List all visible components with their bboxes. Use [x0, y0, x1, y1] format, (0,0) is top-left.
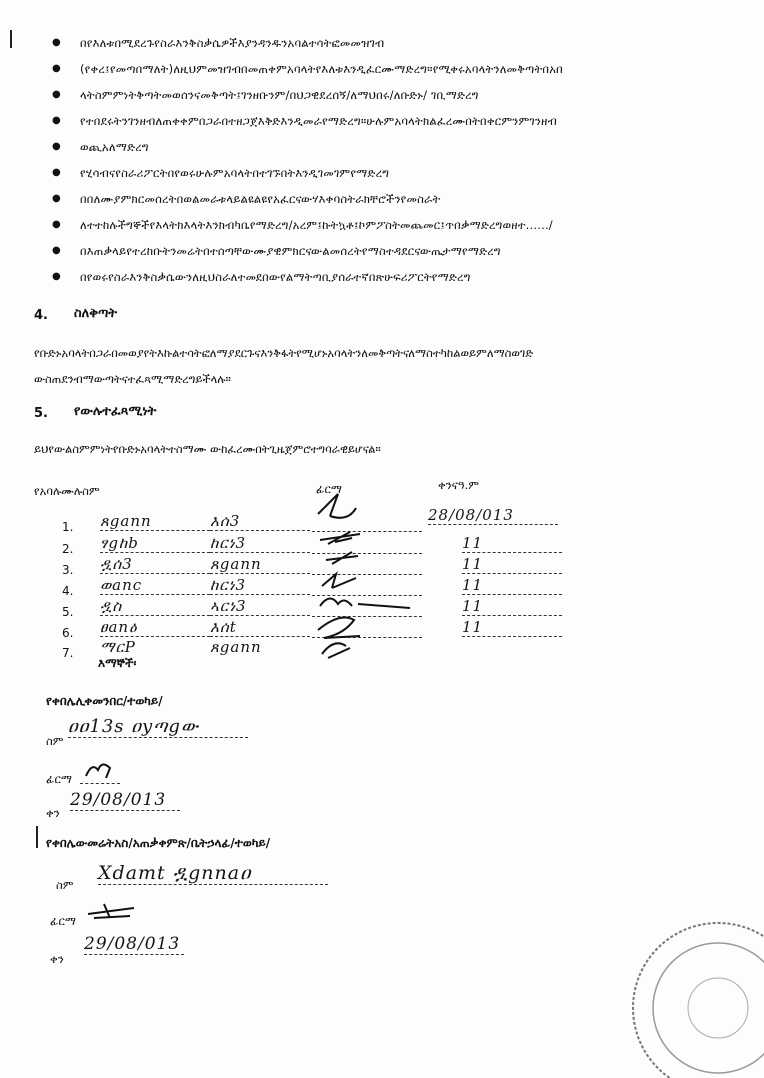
member-second-name: ከርነ3 [210, 576, 310, 595]
section4-text-line1: የቡድኑአባላትበጋራበመወያየትእኩልተሳትፎለማያደርጉናእንቅፋትየሚሆኑአባላትንለመቅጣትናለማስተካከልወይምለማስወገድ [34, 346, 534, 360]
receiver1-signature-line [80, 782, 120, 784]
receiver2-date: 29/08/013 [84, 934, 184, 955]
signature-6 [318, 618, 360, 638]
member-date: 28/08/013 [428, 506, 558, 525]
receiver1-signature-label: ፊርማ [46, 772, 72, 786]
row-number: 6. [62, 626, 74, 640]
member-first-name: ፀanዕ [100, 618, 210, 637]
section5-number: 5. [34, 406, 48, 421]
member-date: 11 [462, 576, 562, 595]
member-second-name: እሰ3 [210, 512, 310, 531]
member-second-name: እሰt [210, 618, 310, 637]
row-number: 5. [62, 605, 74, 619]
row-number: 7. [62, 646, 74, 660]
receiver2-signature [84, 898, 144, 922]
header-date: ቀንናዓ.ም [438, 478, 480, 492]
header-name: የአባሉሙሉስም [34, 484, 100, 498]
list-item: ● በየወሩየስራእንቅስቃሴውንለዚህስራለተመደበውየልማትጣቢያሰራተኛበጽሁፍሪፖርትየማድረግ [52, 264, 752, 290]
receiver1-name-label: ስም [46, 734, 64, 748]
signature-4 [322, 574, 356, 588]
list-item: ● ወጪአለማድረግ [52, 134, 752, 160]
signature-1 [318, 494, 356, 518]
member-signatures [300, 488, 430, 663]
witness-label: እማኞች፡ [98, 656, 137, 670]
list-item: ● ላትስምምነትቅጣትመወሰንናመቅጣት፤ገንዘቡንም/በህጋዊደረሰኝ/ለማህበሩ/ለቡድኑ/ ገቢማድረግ [52, 82, 752, 108]
signature-5 [320, 598, 410, 608]
row-number: 3. [62, 563, 74, 577]
list-item: ● የሂሳብናየስራሪፖርትበየወሩሁሉምአባላትበተገኙበትእንዲገመገምየማድረግ [52, 160, 752, 186]
receiver1-title: የቀበሌሊቀመንበር/ተወካይ/ [46, 694, 163, 708]
header-signature: ፊርማ [316, 482, 342, 496]
member-second-name: ጸgann [210, 638, 262, 656]
member-date: 11 [462, 555, 562, 574]
receiver1-date-label: ቀን [46, 806, 60, 820]
receiver2-name-label: ስም [56, 878, 74, 892]
margin-mark [36, 826, 42, 848]
receiver2-date-label: ቀን [50, 952, 64, 966]
member-first-name: ፃgከb [100, 534, 210, 553]
obligations-list [52, 30, 752, 290]
row-number: 4. [62, 584, 74, 598]
office-stamp [608, 908, 764, 1078]
margin-mark [10, 30, 18, 48]
member-date: 11 [462, 618, 562, 637]
list-item: ● በእጠቃላይየተረከቡትንመሬትበተሰጣቸውሙያዊምክርናውልመሰረትየማስተዳደርናውጤታማየማድረግ [52, 238, 752, 264]
signature-3 [326, 552, 358, 564]
signature-7 [322, 643, 350, 658]
row-number: 1. [62, 520, 74, 534]
section5-title: የውሉተፈጻሚነት [74, 404, 157, 419]
list-item: ● ለተተከሉችግኞችየእላትክእላትእንክብካቤየማድረግ/አረም፤ኩትኳቶ፤ኮምፖስትመጨመር፤ጥበቃማድረግወዘተ....../ [52, 212, 752, 238]
receiver1-name: ዐዐ13s ዐyጣgው [68, 716, 248, 738]
row-number: 2. [62, 542, 74, 556]
receiver1-date: 29/08/013 [70, 790, 180, 811]
member-first-name: ዷሰ3 [100, 555, 210, 574]
receiver2-signature-label: ፊርማ [50, 914, 76, 928]
member-first-name: ዷስ [100, 597, 210, 616]
list-item: ● የተበደሩትንገንዘብለጠቀቀምበጋራበተዘጋጀእቅድእንዲመራየማድረግ።ሁሉምአባላትክልፈረሙበትበቀርምንምገንዘብ [52, 108, 752, 134]
list-item: ● በበለሙያምክርመሰረትበወልመራቱላይልዩልዩየአፈርናውሃእቀባስትራክቸሮችንየመስራት [52, 186, 752, 212]
receiver1-signature [80, 756, 120, 782]
member-date: 11 [462, 597, 562, 616]
signature-2 [320, 532, 360, 544]
member-second-name: ጸgann [210, 555, 310, 574]
member-first-name: ወanc [100, 576, 210, 595]
receiver2-name: Xdamt ዷgnnaዐ [98, 862, 328, 885]
list-item: ● (የቀረ፤የመጣበማለት)ለዚህምመዝገብበመጠቀምአባላትየእለቱእንዲፈርሙማድረግ።የሚቀሩአባላትንለመቅጣትበአበ [52, 56, 752, 82]
section4-number: 4. [34, 308, 48, 323]
member-first-name: ማርP [100, 638, 136, 656]
member-second-name: ከርነ3 [210, 534, 310, 553]
member-date: 11 [462, 534, 562, 553]
section5-text: ይህየውልስምምነትየቡድኑአባላትተስማሙ ውከፈረሙበትጊዜጀምሮተግባራዊይሆናል። [34, 442, 381, 456]
receiver2-title: የቀበሌውመሬትአስ/አጠቃቀምጽ/ቤትኃላፊ/ተወካይ/ [46, 836, 271, 850]
section4-title: ስለቅጣት [74, 306, 118, 321]
section4-text-line2: ውስጠደንብማውጣትናተፈጻሚማድረግይችላሉ። [34, 372, 231, 386]
list-item: ● በየእለቱበሚደረጉየስራእንቅስቃሴዎችእያንዳንዱንአባልተሳትፎመመዝገብ [52, 30, 752, 56]
member-second-name: ኣርነ3 [210, 597, 310, 616]
member-first-name: ጸgann [100, 512, 210, 531]
